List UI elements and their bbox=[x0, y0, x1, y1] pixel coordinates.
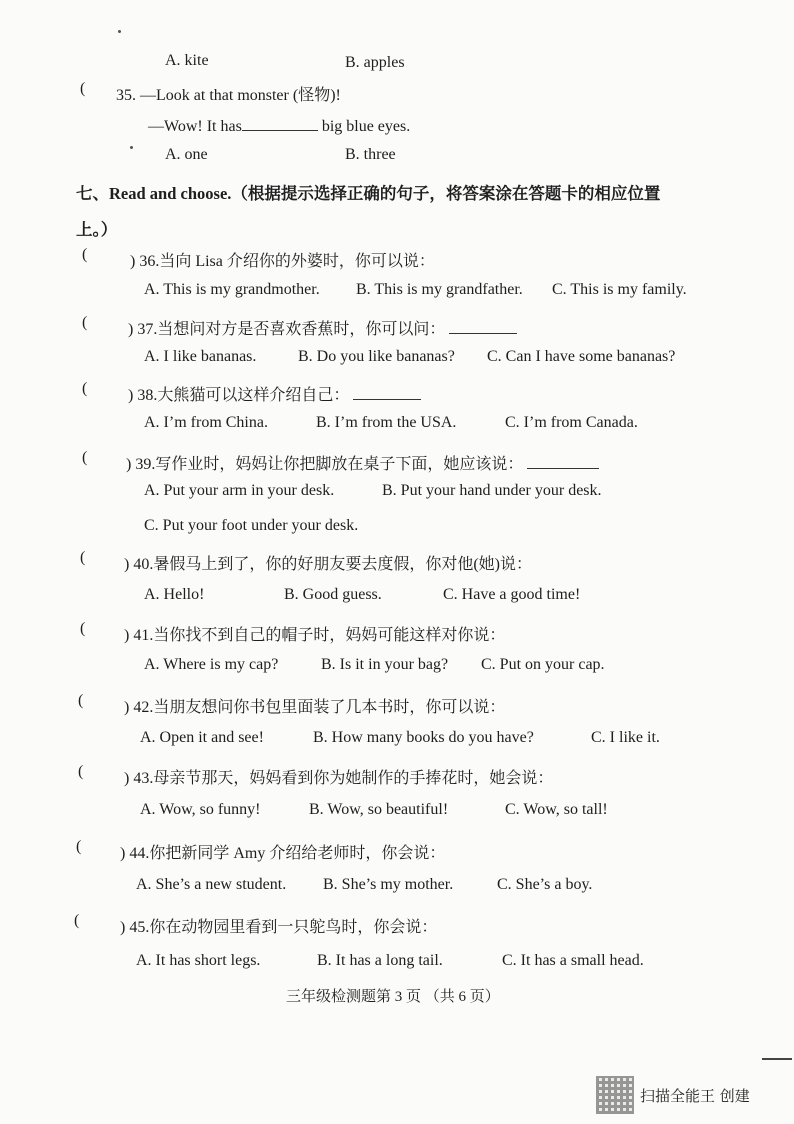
answer-paren[interactable]: ( bbox=[82, 246, 88, 263]
question-40-option-b: B. Good guess. bbox=[284, 586, 382, 603]
q34-option-a: A. kite bbox=[165, 52, 209, 69]
answer-paren[interactable]: ( bbox=[78, 763, 84, 780]
edge-mark bbox=[762, 1058, 792, 1060]
question-38-option-b: B. I’m from the USA. bbox=[316, 414, 457, 431]
answer-paren[interactable]: ( bbox=[82, 449, 88, 466]
answer-paren[interactable]: ( bbox=[76, 838, 82, 855]
question-42-option-c: C. I like it. bbox=[591, 729, 660, 746]
question-43-prompt: ) 43.母亲节那天，妈妈看到你为她制作的手捧花时，她会说： bbox=[124, 770, 554, 787]
question-42-option-a: A. Open it and see! bbox=[140, 729, 264, 746]
answer-blank bbox=[449, 319, 517, 334]
question-38-option-a: A. I’m from China. bbox=[144, 414, 268, 431]
scan-speck bbox=[118, 30, 121, 33]
question-40-prompt: ) 40.暑假马上到了，你的好朋友要去度假，你对他(她)说： bbox=[124, 556, 532, 573]
answer-paren[interactable]: ( bbox=[80, 549, 86, 566]
question-39-option-b: B. Put your hand under your desk. bbox=[382, 482, 602, 499]
answer-paren[interactable]: ( bbox=[82, 380, 88, 397]
watermark-text: 扫描全能王 创建 bbox=[640, 1086, 750, 1105]
question-36-option-c: C. This is my family. bbox=[552, 281, 687, 298]
question-37-option-b: B. Do you like bananas? bbox=[298, 348, 455, 365]
question-45-option-c: C. It has a small head. bbox=[502, 952, 644, 969]
question-42-option-b: B. How many books do you have? bbox=[313, 729, 534, 746]
question-37-prompt: ) 37.当想问对方是否喜欢香蕉时，你可以问： bbox=[128, 316, 517, 339]
question-40-option-c: C. Have a good time! bbox=[443, 586, 581, 603]
question-37-option-a: A. I like bananas. bbox=[144, 348, 257, 365]
question-39-option-c: C. Put your foot under your desk. bbox=[144, 517, 359, 534]
q35-option-b: B. three bbox=[345, 146, 396, 163]
question-36-prompt: ) 36.当向 Lisa 介绍你的外婆时，你可以说： bbox=[130, 253, 435, 270]
answer-blank bbox=[527, 454, 599, 469]
q35-option-a: A. one bbox=[165, 146, 208, 163]
answer-blank bbox=[242, 116, 318, 131]
q34-option-b: B. apples bbox=[345, 54, 405, 71]
question-45-prompt: ) 45.你在动物园里看到一只鸵鸟时，你会说： bbox=[120, 919, 438, 936]
question-45-option-b: B. It has a long tail. bbox=[317, 952, 443, 969]
question-36-option-b: B. This is my grandfather. bbox=[356, 281, 523, 298]
question-40-option-a: A. Hello! bbox=[144, 586, 205, 603]
question-41-option-b: B. Is it in your bag? bbox=[321, 656, 449, 673]
answer-paren[interactable]: ( bbox=[74, 912, 80, 929]
answer-paren[interactable]: ( bbox=[78, 692, 84, 709]
question-45-option-a: A. It has short legs. bbox=[136, 952, 261, 969]
q35-line2-before: —Wow! It has bbox=[148, 118, 242, 135]
scan-speck bbox=[130, 146, 133, 149]
q35-stem: 35. —Look at that monster (怪物)! bbox=[116, 87, 341, 104]
question-42-prompt: ) 42.当朋友想问你书包里面装了几本书时，你可以说： bbox=[124, 699, 506, 716]
question-44-option-a: A. She’s a new student. bbox=[136, 876, 287, 893]
question-44-option-b: B. She’s my mother. bbox=[323, 876, 454, 893]
q35-line2 bbox=[148, 116, 410, 136]
question-38-prompt: ) 38.大熊猫可以这样介绍自己： bbox=[128, 382, 421, 405]
question-43-option-b: B. Wow, so beautiful! bbox=[309, 801, 449, 818]
answer-blank bbox=[353, 385, 421, 400]
question-44-option-c: C. She’s a boy. bbox=[497, 876, 593, 893]
question-39-prompt: ) 39.写作业时，妈妈让你把脚放在桌子下面，她应该说： bbox=[126, 451, 599, 474]
question-41-option-c: C. Put on your cap. bbox=[481, 656, 605, 673]
question-37-option-c: C. Can I have some bananas? bbox=[487, 348, 676, 365]
q35-line2-after: big blue eyes. bbox=[321, 118, 411, 135]
section-title: 七、Read and choose.（根据提示选择正确的句子，将答案涂在答题卡的相应位置 bbox=[76, 184, 661, 203]
question-44-prompt: ) 44.你把新同学 Amy 介绍给老师时，你会说： bbox=[120, 845, 446, 862]
answer-paren[interactable]: ( bbox=[82, 314, 88, 331]
qr-code-icon bbox=[596, 1076, 634, 1114]
question-39-option-a: A. Put your arm in your desk. bbox=[144, 482, 335, 499]
section-title-cont: 上。） bbox=[76, 220, 118, 239]
question-38-option-c: C. I’m from Canada. bbox=[505, 414, 638, 431]
question-43-option-c: C. Wow, so tall! bbox=[505, 801, 608, 818]
question-43-option-a: A. Wow, so funny! bbox=[140, 801, 261, 818]
scanner-watermark bbox=[596, 1076, 750, 1114]
answer-paren-open: ( bbox=[80, 80, 86, 97]
answer-paren[interactable]: ( bbox=[80, 620, 86, 637]
question-41-prompt: ) 41.当你找不到自己的帽子时，妈妈可能这样对你说： bbox=[124, 627, 506, 644]
question-41-option-a: A. Where is my cap? bbox=[144, 656, 279, 673]
question-36-option-a: A. This is my grandmother. bbox=[144, 281, 320, 298]
page-footer: 三年级检测题第 3 页 （共 6 页） bbox=[286, 989, 500, 1005]
